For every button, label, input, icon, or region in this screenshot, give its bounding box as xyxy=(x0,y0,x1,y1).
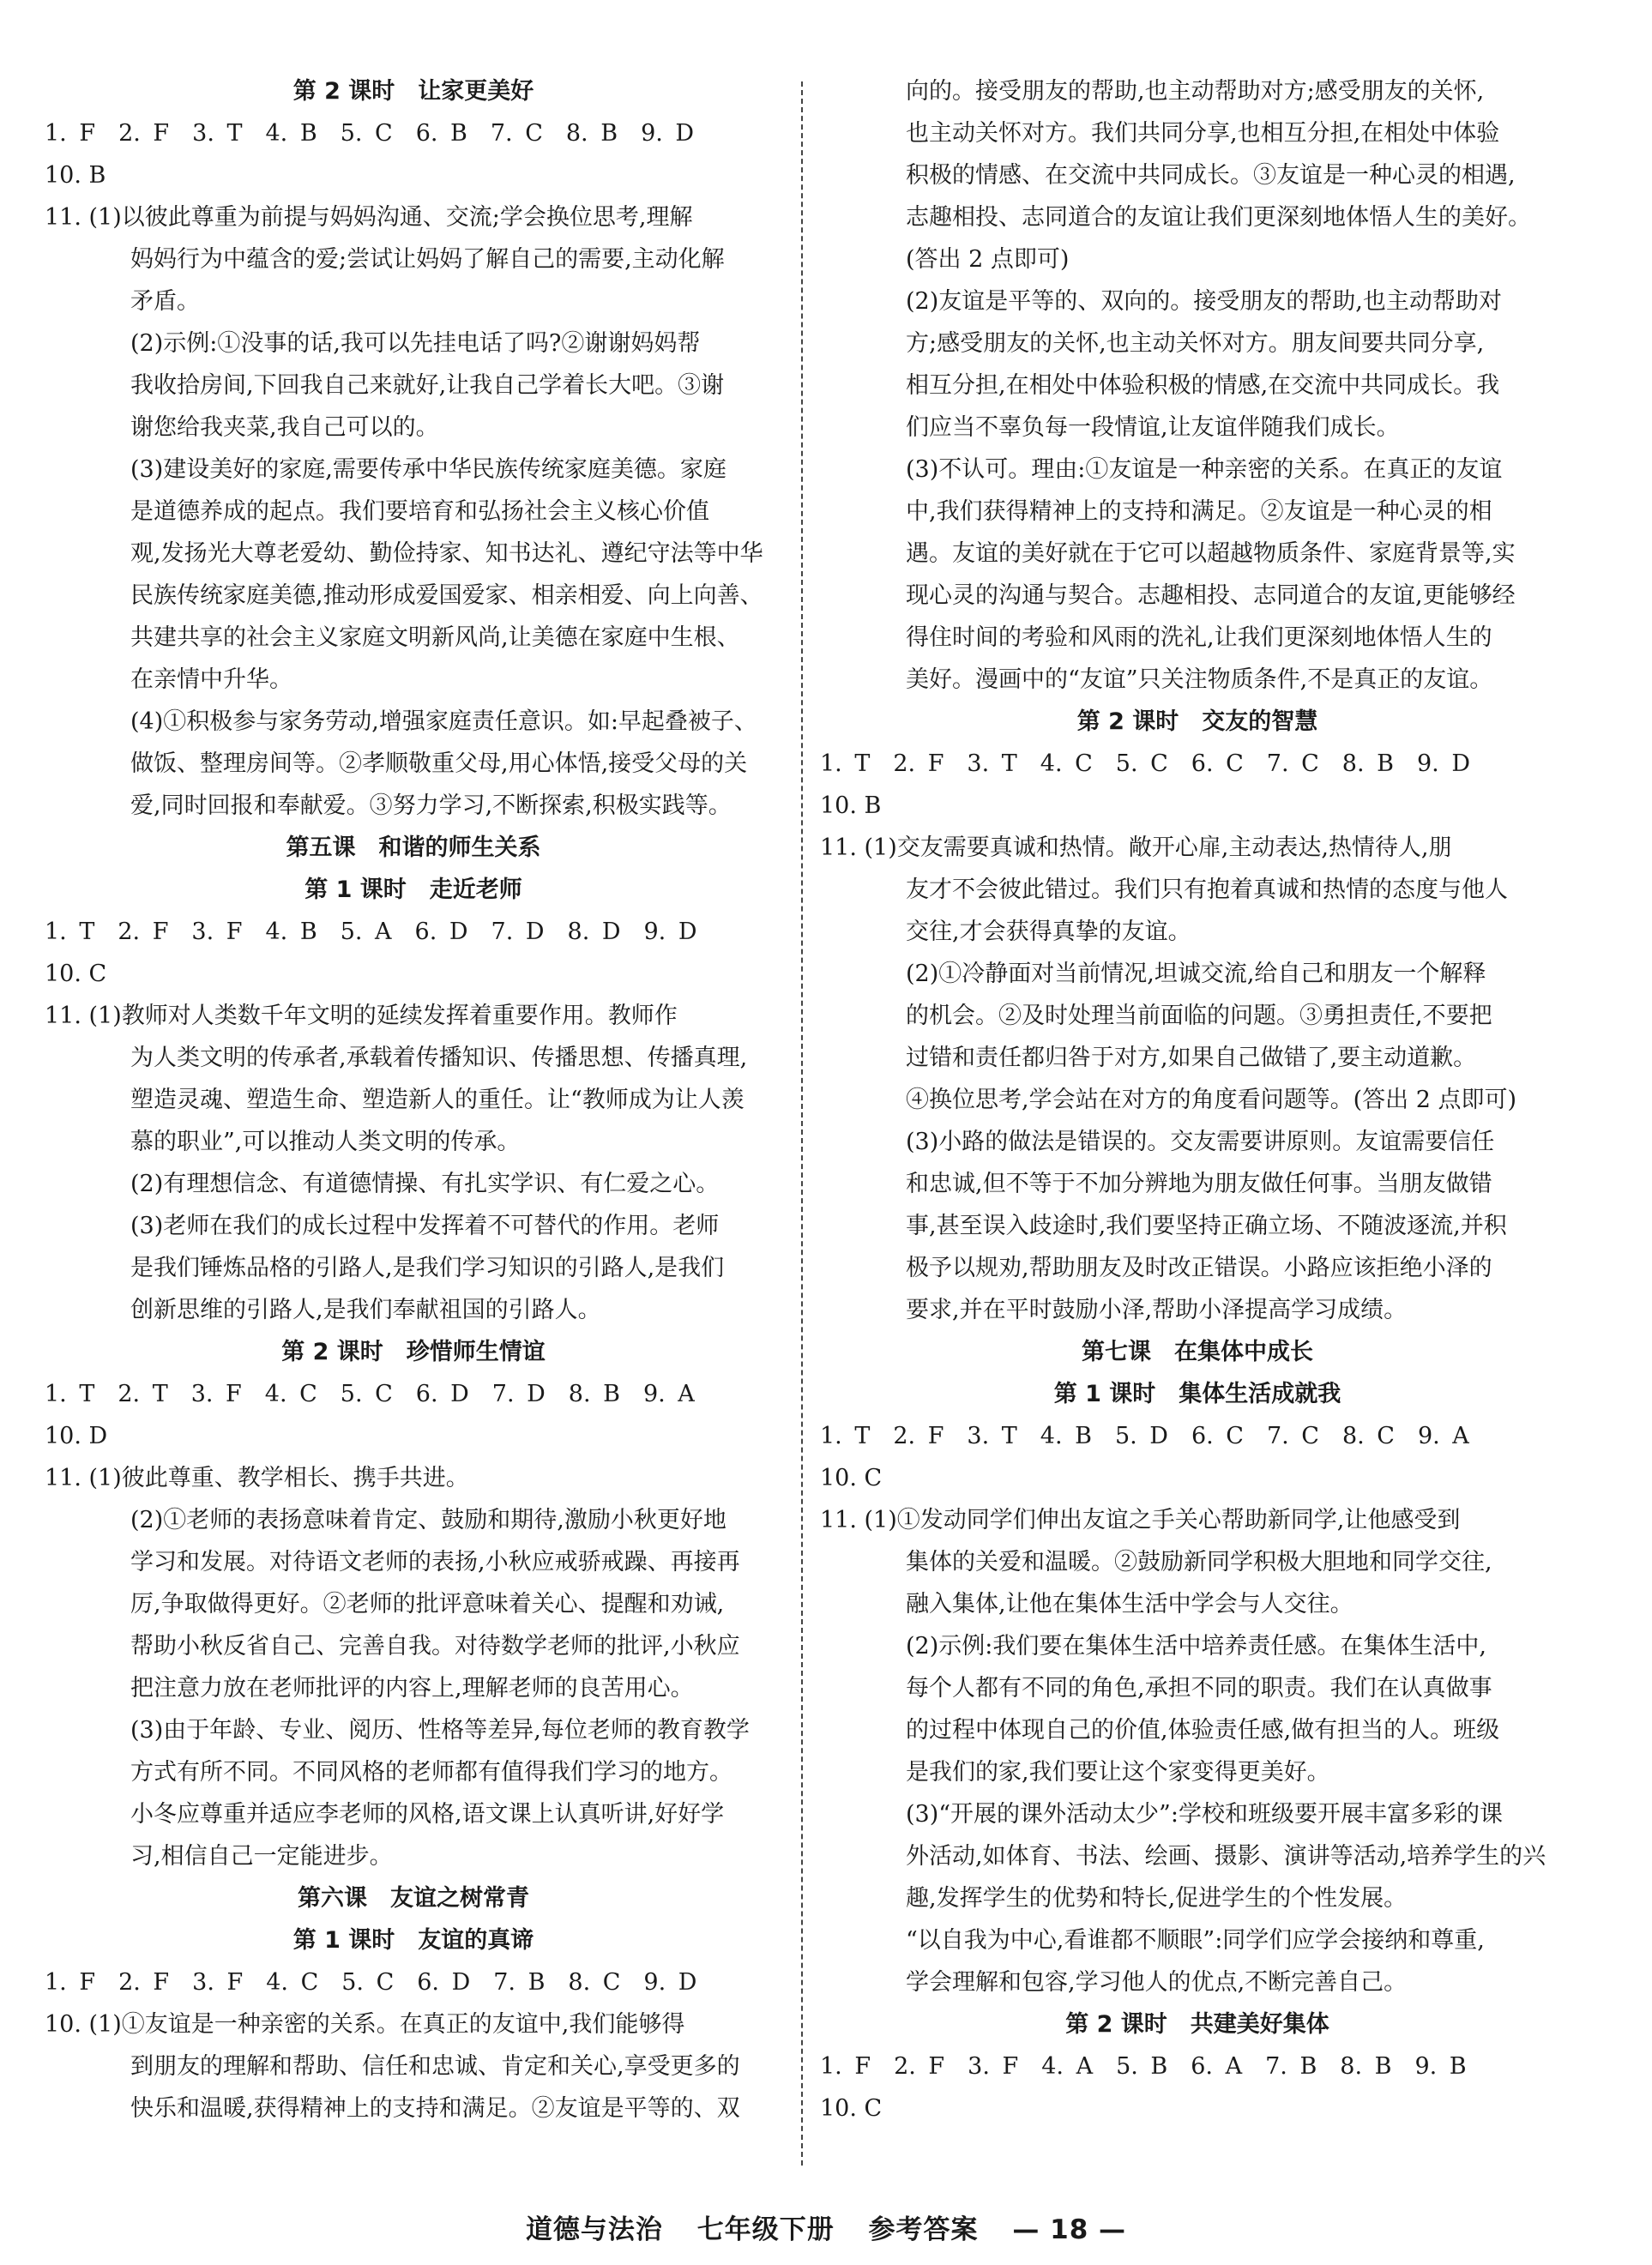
answer-line: (3)“开展的课外活动太少”:学校和班级要开展丰富多彩的课 xyxy=(906,1801,1503,1828)
answer-line: 的过程中体现自己的价值,体验责任感,做有担当的人。班级 xyxy=(906,1717,1500,1744)
choice-answers-line: 1. F 2. F 3. F 4. A 5. B 6. A 7. B 8. B 9. B xyxy=(820,2053,1467,2080)
answer-line: 得住时间的考验和风雨的洗礼,让我们更深刻地体悟人生的 xyxy=(906,624,1492,651)
answer-line: 11. (1)以彼此尊重为前提与妈妈沟通、交流;学会换位思考,理解 xyxy=(45,204,693,231)
answer-line: 融入集体,让他在集体生活中学会与人交往。 xyxy=(906,1591,1354,1617)
answer-line: 创新思维的引路人,是我们奉献祖国的引路人。 xyxy=(130,1297,601,1323)
answer-line: 塑造灵魂、塑造生命、塑造新人的重任。让“教师成为让人羡 xyxy=(130,1087,745,1113)
answer-line: 习,相信自己一定能进步。 xyxy=(130,1843,393,1870)
left-column xyxy=(45,70,782,2129)
answer-line: 遇。友谊的美好就在于它可以超越物质条件、家庭背景等,实 xyxy=(906,540,1516,567)
answer-line: 现心灵的沟通与契合。志趣相投、志同道合的友谊,更能够经 xyxy=(906,582,1516,609)
answer-line: 们应当不辜负每一段情谊,让友谊伴随我们成长。 xyxy=(906,414,1400,441)
answer-line: 10. (1)①友谊是一种亲密的关系。在真正的友谊中,我们能够得 xyxy=(45,2011,685,2038)
answer-line: 爱,同时回报和奉献爱。③努力学习,不断探索,积极实践等。 xyxy=(130,792,732,819)
answer-line: (3)小路的做法是错误的。交友需要讲原则。友谊需要信任 xyxy=(906,1129,1495,1155)
answer-line: (2)示例:①没事的话,我可以先挂电话了吗?②谢谢妈妈帮 xyxy=(130,330,701,357)
answer-line: 集体的关爱和温暖。②鼓励新同学积极大胆地和同学交往, xyxy=(906,1549,1492,1575)
section-heading: 第 2 课时 珍惜师生情谊 xyxy=(281,1339,546,1365)
answer-line: 要求,并在平时鼓励小泽,帮助小泽提高学习成绩。 xyxy=(906,1297,1408,1323)
section-heading: 第 2 课时 共建美好集体 xyxy=(1065,2011,1329,2038)
section-heading: 第七课 在集体中成长 xyxy=(1082,1339,1313,1365)
answer-line: 到朋友的理解和帮助、信任和忠诚、肯定和关心,享受更多的 xyxy=(130,2053,740,2080)
answer-line: 10. C xyxy=(820,1465,883,1491)
choice-answers-line: 1. T 2. F 3. T 4. B 5. D 6. C 7. C 8. C 9. A xyxy=(820,1423,1469,1449)
choice-answers-line: 1. F 2. F 3. T 4. B 5. C 6. B 7. C 8. B 9. D xyxy=(45,120,695,147)
answer-line: 学会理解和包容,学习他人的优点,不断完善自己。 xyxy=(906,1969,1408,1996)
answer-line: (3)建设美好的家庭,需要传承中华民族传统家庭美德。家庭 xyxy=(130,456,727,483)
answer-line: 11. (1)教师对人类数千年文明的延续发挥着重要作用。教师作 xyxy=(45,1003,678,1029)
choice-answers-line: 1. T 2. F 3. F 4. B 5. A 6. D 7. D 8. D 9. D xyxy=(45,919,697,945)
section-heading: 第 1 课时 友谊的真谛 xyxy=(292,1927,534,1954)
answer-line: 把注意力放在老师批评的内容上,理解老师的良苦用心。 xyxy=(130,1675,694,1702)
answer-line: (3)老师在我们的成长过程中发挥着不可替代的作用。老师 xyxy=(130,1213,720,1239)
answer-line: 每个人都有不同的角色,承担不同的职责。我们在认真做事 xyxy=(906,1675,1492,1702)
answer-line: 在亲情中升华。 xyxy=(130,666,292,693)
section-heading: 第 1 课时 集体生活成就我 xyxy=(1053,1381,1341,1407)
answer-line: ④换位思考,学会站在对方的角度看问题等。(答出 2 点即可) xyxy=(906,1087,1516,1113)
answer-line: 事,甚至误入歧途时,我们要坚持正确立场、不随波逐流,并积 xyxy=(906,1213,1507,1239)
answer-line: (2)友谊是平等的、双向的。接受朋友的帮助,也主动帮助对 xyxy=(906,288,1502,315)
answer-line: 的机会。②及时处理当前面临的问题。③勇担责任,不要把 xyxy=(906,1003,1492,1029)
answer-line: 极予以规劝,帮助朋友及时改正错误。小路应该拒绝小泽的 xyxy=(906,1255,1492,1281)
column-divider xyxy=(801,81,803,2166)
answer-line: 谢您给我夹菜,我自己可以的。 xyxy=(130,414,439,441)
section-heading: 第五课 和谐的师生关系 xyxy=(286,834,541,861)
answer-line: 共建共享的社会主义家庭文明新风尚,让美德在家庭中生根、 xyxy=(130,624,740,651)
answer-line: 10. B xyxy=(820,792,882,819)
answer-line: (3)不认可。理由:①友谊是一种亲密的关系。在真正的友谊 xyxy=(906,456,1503,483)
answer-line: 10. C xyxy=(45,961,107,987)
footer-subject: 道德与法治 xyxy=(525,2214,663,2245)
section-heading: 第 2 课时 让家更美好 xyxy=(292,78,534,105)
answer-line: 10. B xyxy=(45,162,106,189)
answer-line: 外活动,如体育、书法、绘画、摄影、演讲等活动,培养学生的兴 xyxy=(906,1843,1546,1870)
answer-line: 方;感受朋友的关怀,也主动关怀对方。朋友间要共同分享, xyxy=(906,330,1485,357)
answer-line: “以自我为中心,看谁都不顺眼”:同学们应学会接纳和尊重, xyxy=(906,1927,1485,1954)
choice-answers-line: 1. T 2. T 3. F 4. C 5. C 6. D 7. D 8. B 9. A xyxy=(45,1381,695,1407)
answer-line: 11. (1)交友需要真诚和热情。敞开心扉,主动表达,热情待人,朋 xyxy=(820,834,1452,861)
answer-line: 做饭、整理房间等。②孝顺敬重父母,用心体悟,接受父母的关 xyxy=(130,750,748,777)
page-number: — 18 — xyxy=(1012,2214,1127,2245)
section-heading: 第 1 课时 走近老师 xyxy=(304,876,522,903)
answer-line: 厉,争取做得更好。②老师的批评意味着关心、提醒和劝诫, xyxy=(130,1591,725,1617)
answer-line: 我收拾房间,下回我自己来就好,让我自己学着长大吧。③谢 xyxy=(130,372,725,399)
answer-line: 10. D xyxy=(45,1423,108,1449)
answer-line: 中,我们获得精神上的支持和满足。②友谊是一种心灵的相 xyxy=(906,498,1492,525)
answer-line: 10. C xyxy=(820,2095,883,2122)
answer-line: 为人类文明的传承者,承载着传播知识、传播思想、传播真理, xyxy=(130,1045,748,1071)
choice-answers-line: 1. F 2. F 3. F 4. C 5. C 6. D 7. B 8. C 9. D xyxy=(45,1969,697,1996)
answer-line: 相互分担,在相处中体验积极的情感,在交流中共同成长。我 xyxy=(906,372,1500,399)
answer-line: 也主动关怀对方。我们共同分享,也相互分担,在相处中体验 xyxy=(906,120,1500,147)
choice-answers-line: 1. T 2. F 3. T 4. C 5. C 6. C 7. C 8. B 9. D xyxy=(820,750,1470,777)
answer-line: 和忠诚,但不等于不加分辨地为朋友做任何事。当朋友做错 xyxy=(906,1171,1492,1197)
footer-grade: 七年级下册 xyxy=(696,2214,835,2245)
answer-line: 交往,才会获得真挚的友谊。 xyxy=(906,919,1191,945)
answer-line: 积极的情感、在交流中共同成长。③友谊是一种心灵的相遇, xyxy=(906,162,1516,189)
answer-line: (4)①积极参与家务劳动,增强家庭责任意识。如:早起叠被子、 xyxy=(130,708,757,735)
answer-line: 妈妈行为中蕴含的爱;尝试让妈妈了解自己的需要,主动化解 xyxy=(130,246,725,273)
answer-line: 向的。接受朋友的帮助,也主动帮助对方;感受朋友的关怀, xyxy=(906,78,1485,105)
answer-line: (2)示例:我们要在集体生活中培养责任感。在集体生活中, xyxy=(906,1633,1486,1660)
answer-line: 志趣相投、志同道合的友谊让我们更深刻地体悟人生的美好。 xyxy=(906,204,1531,231)
answer-line: 帮助小秋反省自己、完善自我。对待数学老师的批评,小秋应 xyxy=(130,1633,740,1660)
answer-line: (2)①老师的表扬意味着肯定、鼓励和期待,激励小秋更好地 xyxy=(130,1507,727,1533)
answer-line: 慕的职业”,可以推动人类文明的传承。 xyxy=(130,1129,521,1155)
answer-line: 小冬应尊重并适应李老师的风格,语文课上认真听讲,好好学 xyxy=(130,1801,725,1828)
answer-line: 过错和责任都归咎于对方,如果自己做错了,要主动道歉。 xyxy=(906,1045,1477,1071)
answer-line: (2)①冷静面对当前情况,坦诚交流,给自己和朋友一个解释 xyxy=(906,961,1486,987)
answer-line: 是我们的家,我们要让这个家变得更美好。 xyxy=(906,1759,1330,1786)
answer-line: 矛盾。 xyxy=(130,288,200,315)
answer-line: (答出 2 点即可) xyxy=(906,246,1070,273)
footer-label: 参考答案 xyxy=(868,2214,979,2245)
answer-line: 美好。漫画中的“友谊”只关注物质条件,不是真正的友谊。 xyxy=(906,666,1493,693)
answer-line: 方式有所不同。不同风格的老师都有值得我们学习的地方。 xyxy=(130,1759,733,1786)
answer-line: 是道德养成的起点。我们要培育和弘扬社会主义核心价值 xyxy=(130,498,709,525)
answer-line: 学习和发展。对待语文老师的表扬,小秋应戒骄戒躁、再接再 xyxy=(130,1549,740,1575)
answer-line: 民族传统家庭美德,推动形成爱国爱家、相亲相爱、向上向善、 xyxy=(130,582,763,609)
answer-line: 友才不会彼此错过。我们只有抱着真诚和热情的态度与他人 xyxy=(906,876,1508,903)
answer-line: (3)由于年龄、专业、阅历、性格等差异,每位老师的教育教学 xyxy=(130,1717,750,1744)
section-heading: 第六课 友谊之树常青 xyxy=(298,1885,529,1912)
right-column xyxy=(820,70,1575,2129)
answer-line: 趣,发挥学生的优势和特长,促进学生的个性发展。 xyxy=(906,1885,1408,1912)
answer-line: 11. (1)彼此尊重、教学相长、携手共进。 xyxy=(45,1465,469,1491)
section-heading: 第 2 课时 交友的智慧 xyxy=(1076,708,1318,735)
answer-line: 11. (1)①发动同学们伸出友谊之手关心帮助新同学,让他感受到 xyxy=(820,1507,1461,1533)
answer-line: 观,发扬光大尊老爱幼、勤俭持家、知书达礼、遵纪守法等中华 xyxy=(130,540,763,567)
page-footer xyxy=(0,2208,1652,2245)
answer-line: (2)有理想信念、有道德情操、有扎实学识、有仁爱之心。 xyxy=(130,1171,720,1197)
answer-line: 快乐和温暖,获得精神上的支持和满足。②友谊是平等的、双 xyxy=(130,2095,740,2122)
answer-line: 是我们锤炼品格的引路人,是我们学习知识的引路人,是我们 xyxy=(130,1255,725,1281)
